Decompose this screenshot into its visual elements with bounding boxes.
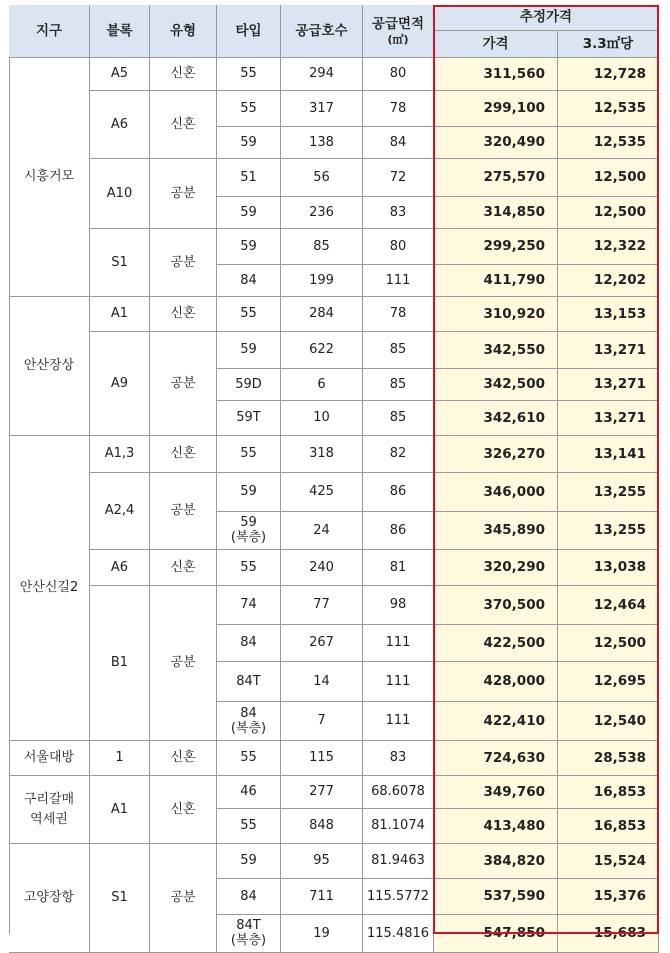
district-name-line2: 역세권 [30, 811, 68, 827]
price-cell: 299,250 [434, 229, 558, 265]
unit-type-cell [217, 702, 281, 741]
unit-type: 51 [240, 169, 257, 185]
supply-type-cell: 공분 [150, 473, 217, 550]
price-per-pyeong-cell: 12,535 [558, 127, 659, 159]
supply-area-cell: 83 [363, 197, 434, 229]
block-cell: A2,4 [90, 473, 150, 550]
unit-type-cell [217, 915, 281, 953]
supply-type-cell: 신혼 [150, 297, 217, 332]
block-cell: A5 [90, 58, 150, 91]
price-cell: 537,590 [434, 879, 558, 915]
price-cell: 310,920 [434, 297, 558, 332]
header-block: 블록 [90, 5, 150, 58]
supply-area-cell: 80 [363, 229, 434, 265]
supply-area-cell: 78 [363, 91, 434, 127]
unit-type-cell [217, 776, 281, 809]
district-cell [9, 58, 90, 297]
supply-units-cell: 317 [281, 91, 363, 127]
unit-type-cell [217, 741, 281, 776]
district-cell [9, 741, 90, 776]
unit-type-cell [217, 159, 281, 197]
supply-area-cell: 68.6078 [363, 776, 434, 809]
block-cell: B1 [90, 586, 150, 741]
price-per-pyeong-cell: 13,255 [558, 473, 659, 512]
supply-units-cell: 277 [281, 776, 363, 809]
unit-type-cell [217, 229, 281, 265]
block-cell: A9 [90, 332, 150, 436]
block-cell: A6 [90, 550, 150, 586]
district-cell [9, 436, 90, 741]
unit-type-cell [217, 197, 281, 229]
supply-units-cell: 199 [281, 265, 363, 297]
price-per-pyeong-cell: 13,271 [558, 332, 659, 369]
unit-type: 84 [240, 888, 257, 904]
supply-units-cell: 14 [281, 662, 363, 702]
unit-type: 84 [240, 272, 257, 288]
price-cell: 275,570 [434, 159, 558, 197]
block-cell: S1 [90, 844, 150, 953]
price-per-pyeong-cell: 12,500 [558, 159, 659, 197]
header-district: 지구 [9, 5, 90, 58]
price-per-pyeong-cell: 16,853 [558, 776, 659, 809]
supply-area-cell: 83 [363, 741, 434, 776]
supply-area-cell: 111 [363, 265, 434, 297]
block-cell: A1,3 [90, 436, 150, 473]
supply-area-cell: 80 [363, 58, 434, 91]
unit-type-cell [217, 297, 281, 332]
supply-units-cell: 425 [281, 473, 363, 512]
price-cell: 320,490 [434, 127, 558, 159]
unit-type: 59 [240, 204, 257, 220]
header-area-label: 공급면적 [371, 15, 425, 32]
block-cell: A1 [90, 297, 150, 332]
price-cell: 422,500 [434, 625, 558, 662]
supply-type-cell: 신혼 [150, 776, 217, 844]
price-per-pyeong-cell: 12,202 [558, 265, 659, 297]
supply-area-cell: 81.1074 [363, 809, 434, 844]
header-per-pyeong: 3.3㎡당 [558, 31, 659, 58]
supply-type-cell: 공분 [150, 229, 217, 297]
district-name: 구리갈매 [23, 791, 75, 807]
unit-type-cell [217, 436, 281, 473]
unit-type: 74 [240, 597, 257, 613]
supply-units-cell: 7 [281, 702, 363, 741]
unit-type-cell [217, 809, 281, 844]
unit-type-cell [217, 550, 281, 586]
supply-type-cell: 신혼 [150, 550, 217, 586]
unit-type-sub: (복층) [230, 720, 267, 736]
price-cell: 342,610 [434, 401, 558, 436]
supply-units-cell: 77 [281, 586, 363, 625]
unit-type: 55 [240, 66, 257, 82]
price-cell: 326,270 [434, 436, 558, 473]
block-cell: A6 [90, 91, 150, 159]
supply-area-cell: 82 [363, 436, 434, 473]
price-cell: 422,410 [434, 702, 558, 741]
header-price: 가격 [434, 31, 558, 58]
unit-type: 84 [240, 705, 257, 721]
supply-units-cell: 10 [281, 401, 363, 436]
price-cell: 384,820 [434, 844, 558, 879]
supply-type-cell: 공분 [150, 332, 217, 436]
unit-type: 84T [236, 673, 261, 689]
unit-type: 59 [240, 515, 257, 531]
district-cell [9, 844, 90, 953]
unit-type: 59 [240, 342, 257, 358]
price-cell: 342,550 [434, 332, 558, 369]
price-per-pyeong-cell: 12,695 [558, 662, 659, 702]
unit-type: 59 [240, 134, 257, 150]
unit-type-cell [217, 369, 281, 401]
price-per-pyeong-cell: 13,271 [558, 401, 659, 436]
price-cell: 428,000 [434, 662, 558, 702]
price-cell: 547,850 [434, 915, 558, 953]
price-table [9, 5, 659, 948]
unit-type: 59T [236, 410, 261, 426]
price-cell: 370,500 [434, 586, 558, 625]
unit-type-cell [217, 91, 281, 127]
supply-area-cell: 86 [363, 473, 434, 512]
unit-type-cell [217, 127, 281, 159]
supply-units-cell: 267 [281, 625, 363, 662]
supply-units-cell: 95 [281, 844, 363, 879]
unit-type: 55 [240, 446, 257, 462]
supply-area-cell: 85 [363, 369, 434, 401]
supply-units-cell: 56 [281, 159, 363, 197]
supply-area-cell: 115.4816 [363, 915, 434, 953]
price-per-pyeong-cell: 15,683 [558, 915, 659, 953]
price-per-pyeong-cell: 12,500 [558, 197, 659, 229]
price-per-pyeong-cell: 12,322 [558, 229, 659, 265]
header-estimated-price: 추정가격 [434, 5, 659, 31]
price-per-pyeong-cell: 12,535 [558, 91, 659, 127]
supply-area-cell: 72 [363, 159, 434, 197]
supply-area-cell: 84 [363, 127, 434, 159]
unit-type-cell [217, 332, 281, 369]
supply-area-cell: 111 [363, 625, 434, 662]
price-per-pyeong-cell: 15,376 [558, 879, 659, 915]
supply-units-cell: 711 [281, 879, 363, 915]
price-per-pyeong-cell: 13,141 [558, 436, 659, 473]
supply-units-cell: 115 [281, 741, 363, 776]
block-cell: S1 [90, 229, 150, 297]
district-cell [9, 776, 90, 844]
unit-type-sub: (복층) [230, 933, 267, 948]
supply-units-cell: 294 [281, 58, 363, 91]
price-cell: 311,560 [434, 58, 558, 91]
supply-area-cell: 85 [363, 401, 434, 436]
unit-type: 84 [240, 635, 257, 651]
supply-type-cell: 신혼 [150, 436, 217, 473]
price-cell: 349,760 [434, 776, 558, 809]
supply-area-cell: 78 [363, 297, 434, 332]
supply-type-cell: 신혼 [150, 91, 217, 159]
supply-area-cell: 81 [363, 550, 434, 586]
price-per-pyeong-cell: 12,728 [558, 58, 659, 91]
unit-type-cell [217, 265, 281, 297]
supply-area-cell: 86 [363, 512, 434, 550]
supply-type-cell: 신혼 [150, 741, 217, 776]
district-name: 서울대방 [23, 750, 75, 766]
unit-type-cell [217, 512, 281, 550]
block-cell: A10 [90, 159, 150, 229]
supply-area-cell: 98 [363, 586, 434, 625]
unit-type-sub: (복층) [230, 530, 267, 545]
unit-type: 59D [235, 376, 262, 392]
price-per-pyeong-cell: 28,538 [558, 741, 659, 776]
supply-units-cell: 24 [281, 512, 363, 550]
supply-units-cell: 622 [281, 332, 363, 369]
unit-type: 59 [240, 484, 257, 500]
price-per-pyeong-cell: 15,524 [558, 844, 659, 879]
block-cell: A1 [90, 776, 150, 844]
unit-type-cell [217, 844, 281, 879]
unit-type: 46 [240, 784, 257, 800]
price-per-pyeong-cell: 13,271 [558, 369, 659, 401]
supply-type-cell: 공분 [150, 159, 217, 229]
supply-type-cell: 공분 [150, 586, 217, 741]
price-per-pyeong-cell: 13,038 [558, 550, 659, 586]
district-cell [9, 297, 90, 436]
unit-type-cell [217, 473, 281, 512]
supply-type-cell: 신혼 [150, 58, 217, 91]
supply-type-cell: 공분 [150, 844, 217, 953]
unit-type: 55 [240, 559, 257, 575]
supply-area-cell: 111 [363, 662, 434, 702]
supply-units-cell: 19 [281, 915, 363, 953]
district-name: 안산장상 [23, 358, 75, 374]
supply-units-cell: 318 [281, 436, 363, 473]
unit-type: 55 [240, 100, 257, 116]
price-cell: 345,890 [434, 512, 558, 550]
price-per-pyeong-cell: 16,853 [558, 809, 659, 844]
block-cell: 1 [90, 741, 150, 776]
unit-type: 84T [236, 918, 261, 934]
price-per-pyeong-cell: 13,255 [558, 512, 659, 550]
header-area-unit: (㎡) [387, 32, 409, 46]
unit-type: 55 [240, 750, 257, 766]
district-name: 고양장항 [23, 890, 75, 906]
supply-area-cell: 85 [363, 332, 434, 369]
price-cell: 320,290 [434, 550, 558, 586]
district-name: 시흥거모 [23, 169, 75, 185]
unit-type-cell [217, 662, 281, 702]
header-unit-type: 타입 [217, 5, 281, 58]
supply-area-cell: 111 [363, 702, 434, 741]
unit-type: 55 [240, 818, 257, 834]
supply-units-cell: 848 [281, 809, 363, 844]
price-cell: 342,500 [434, 369, 558, 401]
unit-type-cell [217, 625, 281, 662]
district-name: 안산신길2 [19, 580, 79, 596]
supply-units-cell: 85 [281, 229, 363, 265]
price-per-pyeong-cell: 12,540 [558, 702, 659, 741]
price-cell: 413,480 [434, 809, 558, 844]
supply-units-cell: 236 [281, 197, 363, 229]
supply-units-cell: 6 [281, 369, 363, 401]
price-cell: 411,790 [434, 265, 558, 297]
price-per-pyeong-cell: 12,500 [558, 625, 659, 662]
price-cell: 724,630 [434, 741, 558, 776]
unit-type: 55 [240, 306, 257, 322]
price-per-pyeong-cell: 13,153 [558, 297, 659, 332]
unit-type-cell [217, 401, 281, 436]
supply-units-cell: 240 [281, 550, 363, 586]
supply-area-cell: 115.5772 [363, 879, 434, 915]
supply-area-cell: 81.9463 [363, 844, 434, 879]
unit-type: 59 [240, 238, 257, 254]
supply-units-cell: 138 [281, 127, 363, 159]
header-type: 유형 [150, 5, 217, 58]
header-area [363, 5, 434, 58]
unit-type: 59 [240, 853, 257, 869]
price-cell: 314,850 [434, 197, 558, 229]
supply-units-cell: 284 [281, 297, 363, 332]
unit-type-cell [217, 879, 281, 915]
price-cell: 346,000 [434, 473, 558, 512]
header-units: 공급호수 [281, 5, 363, 58]
price-cell: 299,100 [434, 91, 558, 127]
unit-type-cell [217, 58, 281, 91]
unit-type-cell [217, 586, 281, 625]
price-per-pyeong-cell: 12,464 [558, 586, 659, 625]
